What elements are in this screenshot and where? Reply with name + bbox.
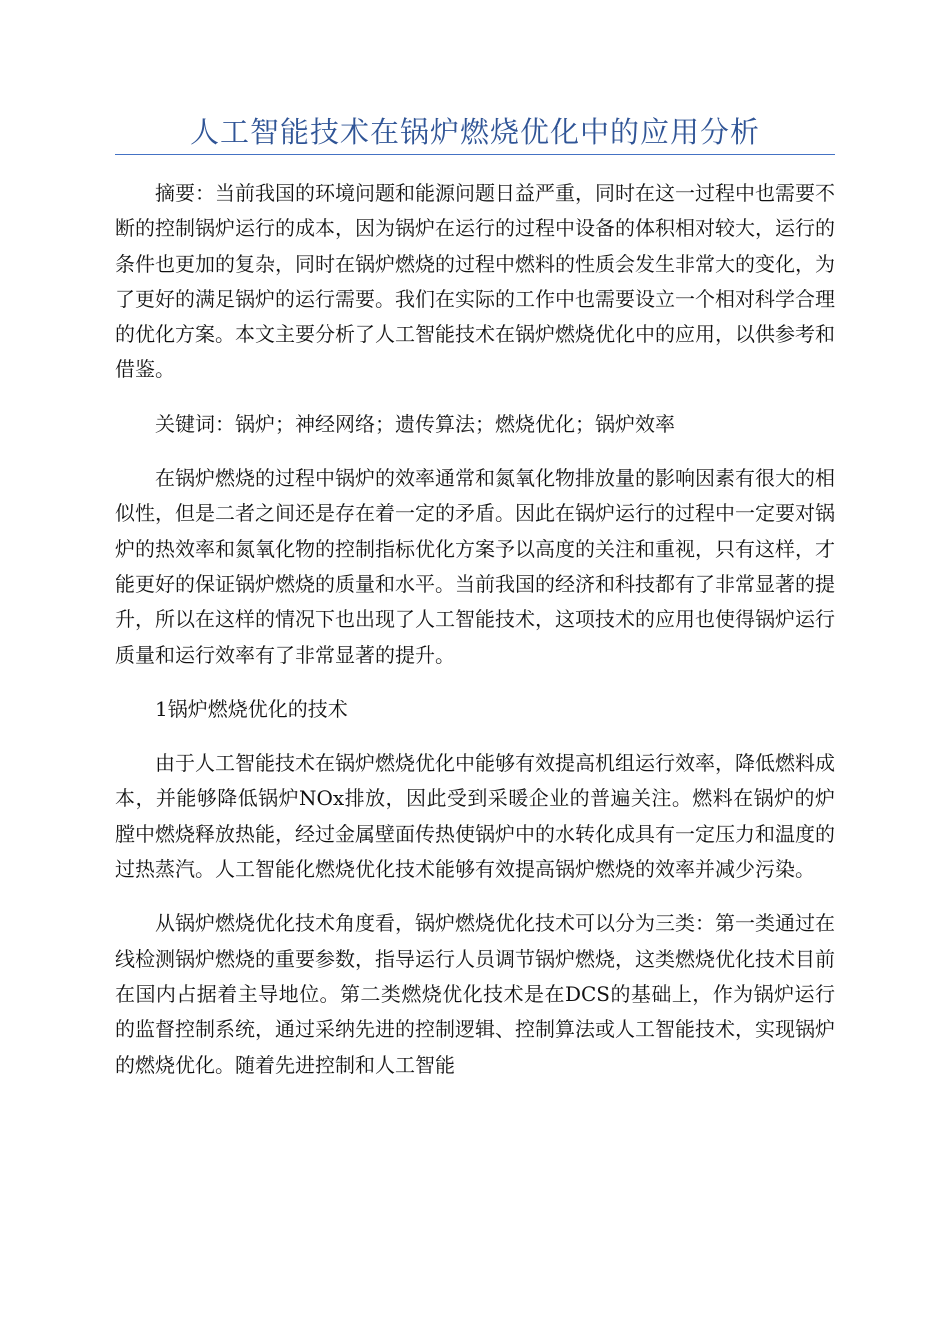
intro-paragraph: 在锅炉燃烧的过程中锅炉的效率通常和氮氧化物排放量的影响因素有很大的相似性，但是二者之间还是存在着一定的矛盾。因此在锅炉运行的过程中一定要对锅炉的热效率和氮氧化物的控制指标优化方案予以高度的关注和重视，只有这样，才能更好的保证锅炉燃烧的质量和水平。当前我国的经济和科技都有了非常显著的提升，所以在这样的情况下也出现了人工智能技术，这项技术的应用也使得锅炉运行质量和运行效率有了非常显著的提升。 bbox=[115, 466, 835, 667]
section-paragraph: 从锅炉燃烧优化技术角度看，锅炉燃烧优化技术可以分为三类：第一类通过在线检测锅炉燃烧的重要参数，指导运行人员调节锅炉燃烧，这类燃烧优化技术目前在国内占据着主导地位。第二类燃烧优化技术是在DCS的基础上，作为锅炉运行的监督控制系统，通过采纳先进的控制逻辑、控制算法或人工智能技术，实现锅炉的燃烧优化。随着先进控制和人工智能 bbox=[115, 911, 835, 1077]
abstract-paragraph: 摘要：当前我国的环境问题和能源问题日益严重，同时在这一过程中也需要不断的控制锅炉运行的成本，因为锅炉在运行的过程中设备的体积相对较大，运行的条件也更加的复杂，同时在锅炉燃烧的过程中燃料的性质会发生非常大的变化，为了更好的满足锅炉的运行需要。我们在实际的工作中也需要设立一个相对科学合理的优化方案。本文主要分析了人工智能技术在锅炉燃烧优化中的应用，以供参考和借鉴。 bbox=[115, 181, 835, 382]
title-underline bbox=[115, 154, 835, 155]
section-heading: 1锅炉燃烧优化的技术 bbox=[155, 696, 348, 721]
document-title: 人工智能技术在锅炉燃烧优化中的应用分析 bbox=[189, 115, 760, 149]
section-paragraph: 由于人工智能技术在锅炉燃烧优化中能够有效提高机组运行效率，降低燃料成本，并能够降低锅炉NOx排放，因此受到采暖企业的普遍关注。燃料在锅炉的炉膛中燃烧释放热能，经过金属壁面传热使锅炉中的水转化成具有一定压力和温度的过热蒸汽。人工智能化燃烧优化技术能够有效提高锅炉燃烧的效率并减少污染。 bbox=[115, 751, 835, 882]
document-body bbox=[115, 176, 835, 1083]
keywords-paragraph: 关键词：锅炉；神经网络；遗传算法；燃烧优化；锅炉效率 bbox=[155, 411, 675, 436]
